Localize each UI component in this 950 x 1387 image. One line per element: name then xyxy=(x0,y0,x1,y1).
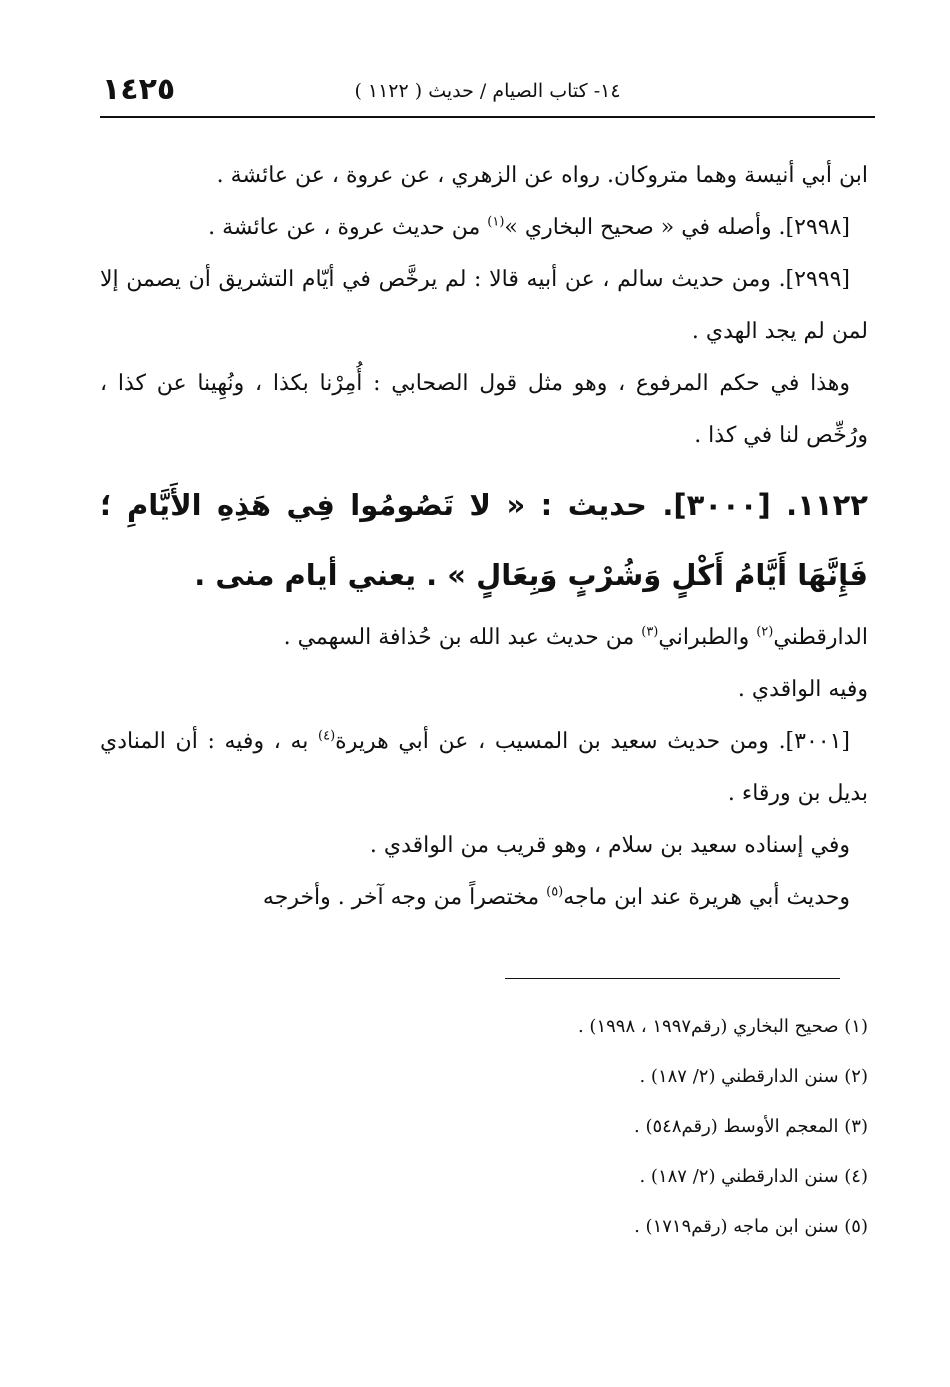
footnote: (٤) سنن الدارقطني (٢/ ١٨٧) . xyxy=(639,1166,868,1187)
text-run: من حديث عبد الله بن حُذافة السهمي . xyxy=(283,625,642,650)
footnotes xyxy=(400,1002,868,1252)
text-run: الدارقطني xyxy=(773,625,868,650)
paragraph: [٢٩٩٩]. ومن حديث سالم ، عن أبيه قالا : لم يرخَّص في أيّام التشريق أن يصمن إلا لمن لم يجد الهدي . xyxy=(100,267,868,344)
text-run: من حديث عروة ، عن عائشة . xyxy=(208,215,488,240)
footnote-ref: (١) xyxy=(487,214,505,230)
paragraph: وفيه الواقدي . xyxy=(737,677,868,702)
paragraph: وفي إسناده سعيد بن سلام ، وهو قريب من الواقدي . xyxy=(369,833,850,858)
footnote: (٥) سنن ابن ماجه (رقم١٧١٩) . xyxy=(634,1216,868,1237)
paragraph: ابن أبي أنيسة وهما متروكان. رواه عن الزهري ، عن عروة ، عن عائشة . xyxy=(216,163,868,188)
footnote-ref: (٣) xyxy=(641,624,659,640)
paragraph xyxy=(100,612,868,664)
footnote-ref: (٢) xyxy=(756,624,774,640)
footnote-divider xyxy=(505,978,840,979)
text-run: وحديث أبي هريرة عند ابن ماجه xyxy=(563,885,850,910)
running-title: ١٤- كتاب الصيام / حديث ( ١١٢٢ ) xyxy=(354,80,621,102)
page-header xyxy=(100,70,875,118)
footnote: (٣) المعجم الأوسط (رقم٥٤٨) . xyxy=(634,1116,868,1137)
text-run: والطبراني xyxy=(658,625,757,650)
footnote-ref: (٤) xyxy=(318,728,336,744)
footnote: (٢) سنن الدارقطني (٢/ ١٨٧) . xyxy=(639,1066,868,1087)
text-run: [٣٠٠١]. ومن حديث سعيد بن المسيب ، عن أبي هريرة xyxy=(335,729,851,754)
paragraph xyxy=(100,202,868,254)
text-run: به ، وفيه : أن المنادي بديل بن ورقاء . xyxy=(100,729,868,806)
paragraph xyxy=(100,872,868,924)
page-number: ١٤٢٥ xyxy=(102,72,176,107)
text-run: [٢٩٩٨]. وأصله في « صحيح البخاري » xyxy=(504,215,850,240)
footnote-ref: (٥) xyxy=(546,884,564,900)
paragraph: وهذا في حكم المرفوع ، وهو مثل قول الصحابي : أُمِرْنا بكذا ، ونُهِينا عن كذا ، ورُخِّص لنا في كذا . xyxy=(100,371,868,448)
footnote: (١) صحيح البخاري (رقم١٩٩٧ ، ١٩٩٨) . xyxy=(577,1016,868,1037)
paragraph xyxy=(100,716,868,820)
text-run: مختصراً من وجه آخر . وأخرجه xyxy=(262,885,547,910)
hadith-heading: ١١٢٢. [٣٠٠٠]. حديث : « لا تَصُومُوا فِي هَذِهِ الأَيَّامِ ؛ فَإِنَّهَا أَيَّامُ أَكْلٍ وَشُرْبٍ وَبِعَالٍ » . يعني أيام منى . xyxy=(100,488,868,592)
main-text xyxy=(100,150,868,924)
